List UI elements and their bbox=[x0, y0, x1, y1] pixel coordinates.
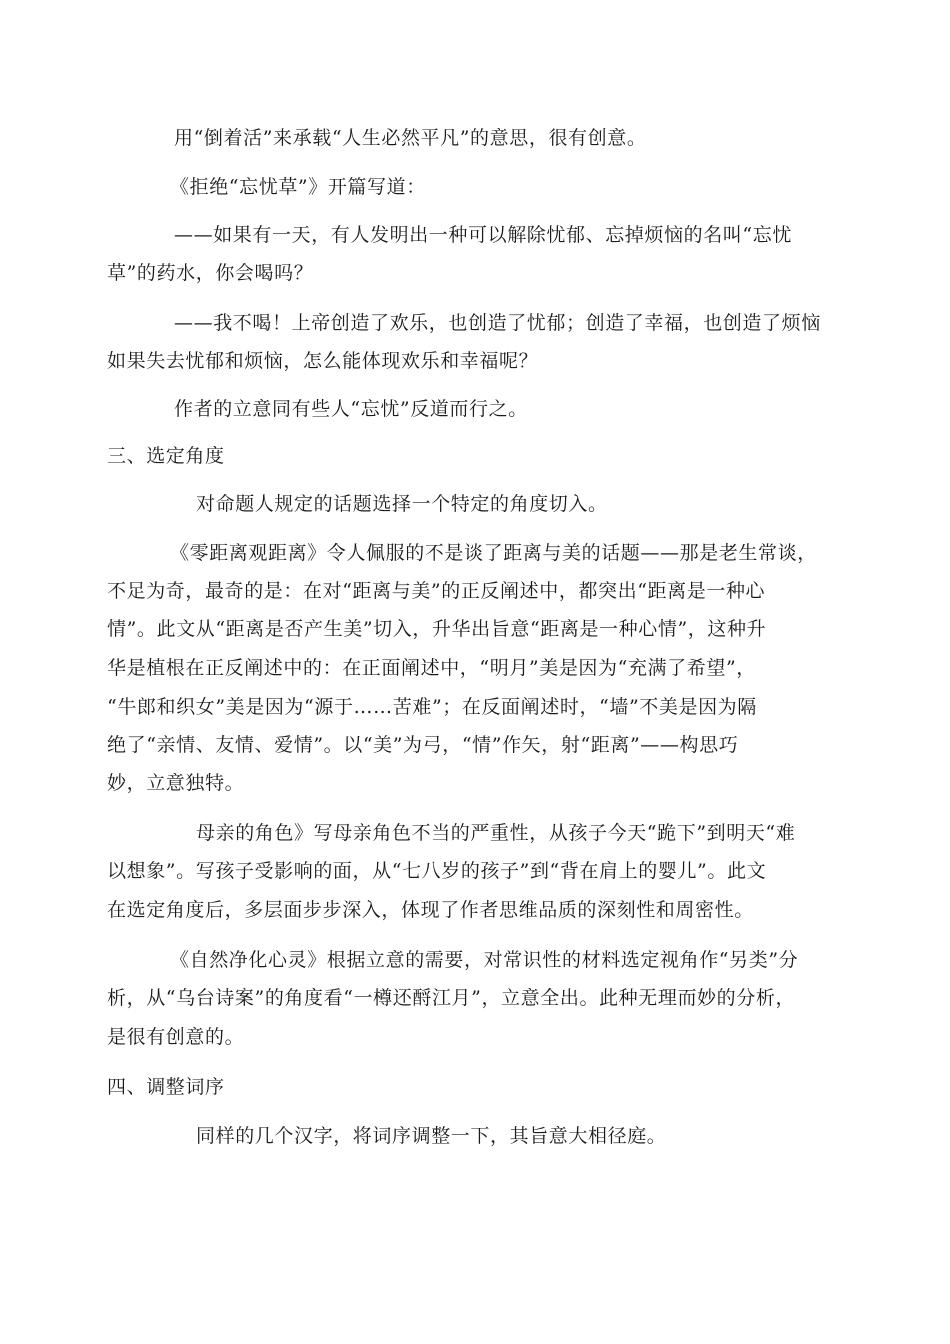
paragraph-line: 如果失去忧郁和烦恼，怎么能体现欢乐和幸福呢？ bbox=[107, 350, 539, 372]
paragraph-line: 妙，立意独特。 bbox=[107, 772, 245, 794]
paragraph-line: 同样的几个汉字，将词序调整一下，其旨意大相径庭。 bbox=[196, 1125, 667, 1147]
paragraph-line: ——如果有一天，有人发明出一种可以解除忧郁、忘掉烦恼的名叫“忘忧 bbox=[174, 224, 792, 246]
paragraph-line: 华是植根在正反阐述中的：在正面阐述中，“明月”美是因为“充满了希望”， bbox=[107, 657, 756, 679]
paragraph-line: 草”的药水，你会喝吗？ bbox=[107, 262, 314, 284]
paragraph-line: 母亲的角色》写母亲角色不当的严重性，从孩子今天“跪下”到明天“难 bbox=[196, 822, 796, 844]
paragraph-line: 是很有创意的。 bbox=[107, 1026, 245, 1048]
paragraph-line: 以想象”。写孩子受影响的面，从“七八岁的孩子”到“背在肩上的婴儿”。此文 bbox=[107, 860, 767, 882]
section-heading: 三、选定角度 bbox=[107, 445, 225, 467]
paragraph-line: 《自然净化心灵》根据立意的需要，对常识性的材料选定视角作“另类”分 bbox=[170, 949, 799, 971]
paragraph-line: 《零距离观距离》令人佩服的不是谈了距离与美的话题——那是老生常谈， bbox=[170, 542, 817, 564]
paragraph-line: 绝了“亲情、友情、爱情”。以“美”为弓，“情”作矢，射“距离”——构思巧 bbox=[107, 734, 739, 756]
paragraph-line: 情”。此文从“距离是否产生美”切入，升华出旨意“距离是一种心情”，这种升 bbox=[107, 618, 767, 640]
paragraph-line: 在选定角度后，多层面步步深入，体现了作者思维品质的深刻性和周密性。 bbox=[107, 899, 754, 921]
paragraph-line: 不足为奇，最奇的是：在对“距离与美”的正反阐述中，都突出“距离是一种心 bbox=[107, 580, 766, 602]
paragraph-line: 《拒绝“忘忧草”》开篇写道： bbox=[170, 176, 426, 198]
paragraph-line: 对命题人规定的话题选择一个特定的角度切入。 bbox=[196, 493, 608, 515]
section-heading: 四、调整词序 bbox=[107, 1076, 225, 1098]
paragraph-line: “牛郎和织女”美是因为“源于……苦难”；在反面阐述时，“墙”不美是因为隔 bbox=[107, 696, 757, 718]
paragraph-line: ——我不喝！上帝创造了欢乐，也创造了忧郁；创造了幸福，也创造了烦恼 bbox=[174, 312, 821, 334]
paragraph-line: 析，从“乌台诗案”的角度看“一樽还酹江月”，立意全出。此种无理而妙的分析， bbox=[107, 987, 796, 1009]
paragraph-line: 作者的立意同有些人“忘忧”反道而行之。 bbox=[174, 398, 528, 420]
paragraph-line: 用“倒着活”来承载“人生必然平凡”的意思，很有创意。 bbox=[174, 127, 647, 149]
